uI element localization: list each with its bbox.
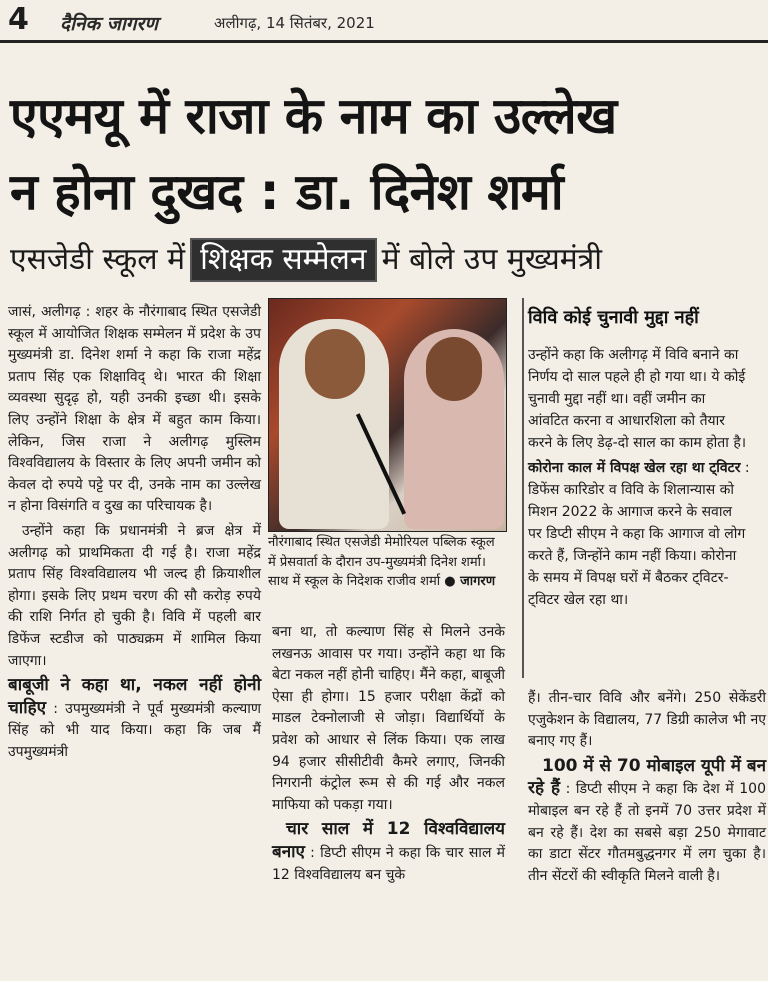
article-column-3	[528, 688, 766, 890]
sidebar-heading: विवि कोई चुनावी मुद्दा नहीं	[528, 307, 699, 328]
column-1-crosshead: बाबूजी ने कहा था, नकल नहीं होनी चाहिए	[8, 675, 261, 718]
column-2-paragraph-1: बना था, तो कल्याण सिंह से मिलने उनके लखनऊ आवास पर गया। उन्होंने कहा था कि बेटा नकल नहीं होनी चाहिए। मैंने कहा, बाबूजी ऐसा ही होगा। 15 हजार परीक्षा केंद्रों को माडल टेक्नोलाजी से जोड़ा। विद्यार्थियों के प्रवेश को आधार से लिंक किया। एक लाख 94 हजार सीसीटीवी कैमरे लगाए, जिनकी निगरानी कंट्रोल रूम से की गई और नकल माफिया को पकड़ा गया।	[272, 624, 505, 813]
photo-credit: ● जागरण	[444, 574, 496, 589]
photo-caption	[268, 533, 505, 592]
column-1-paragraph-3: : उपमुख्यमंत्री ने पूर्व मुख्यमंत्री कल्याण सिंह को भी याद किया। कहा कि जब मैं उपमुख्यमंत्री	[8, 700, 261, 760]
article-column-1	[8, 302, 261, 766]
column-1-paragraph-1: जासं, अलीगढ़ : शहर के नौरंगाबाद स्थित एसजेडी स्कूल में आयोजित शिक्षक सम्मेलन में प्रदेश के उप मुख्यमंत्री डा. दिनेश शर्मा ने कहा कि राजा महेंद्र प्रताप सिंह एक शिक्षाविद् थे। भारत की शिक्षा व्यवस्था सुदृढ़ हो, यही उनकी इच्छा थी। इसके लिए उन्होंने शिक्षा के क्षेत्र में बहुत काम किया। लेकिन, जिस राजा ने अलीगढ़ मुस्लिम विश्वविद्यालय के विस्तार के लिए अपनी जमीन को केवल दो रुपये पट्टे पर दी, उनके नाम का उल्लेख न होना विसंगति व दुख का परिचायक है।	[8, 304, 261, 515]
sidebar-paragraph-1: उन्होंने कहा कि अलीगढ़ में विवि बनाने का निर्णय दो साल पहले ही हो गया था। ये कोई चुनावी मुद्दा नहीं था। वहीं जमीन का आंवटित करना व आधारशिला को तैयार करने के लिए डेढ़-दो साल का काम होता है।	[528, 347, 747, 451]
sidebar-body	[528, 344, 750, 614]
photo-person-right	[404, 329, 504, 529]
subheadline-after: में बोले उप मुख्यमंत्री	[381, 242, 603, 277]
dateline: अलीगढ़, 14 सितंबर, 2021	[214, 14, 375, 32]
newspaper-name: दैनिक जागरण	[60, 13, 158, 35]
masthead	[0, 0, 768, 43]
page-number: 4	[8, 2, 29, 37]
column-3-paragraph-2: : डिप्टी सीएम ने कहा कि देश में 100 मोबाइल बन रहे हैं तो इनमें 70 उत्तर प्रदेश में बन रहे हैं। देश का सबसे बड़ा 250 मेगावाट का डाटा सेंटर गौतमबुद्धनगर में लग चुका है। तीन सेंटरों की स्वीकृति मिलने वाली है।	[528, 781, 766, 884]
sidebar-paragraph-2: : डिफेंस कारिडोर व विवि के शिलान्यास को मिशन 2022 के आगाज करने के सवाल पर डिप्टी सीएम ने कहा कि आगाज वो लोग करते हैं, जिन्होंने काम नहीं किया। कोरोना के समय में विपक्ष घरों में बैठकर ट्विटर-ट्विटर खेल रहा था।	[528, 460, 750, 608]
photo-caption-text: नौरंगाबाद स्थित एसजेडी मेमोरियल पब्लिक स्कूल में प्रेसवार्ता के दौरान उप-मुख्यमंत्री दिनेश शर्मा। साथ में स्कूल के निदेशक राजीव शर्मा	[268, 535, 495, 589]
news-photo	[268, 298, 507, 532]
sidebar-crosshead: कोरोना काल में विपक्ष खेल रहा था ट्विटर	[528, 460, 741, 476]
sidebar-divider	[522, 298, 524, 678]
headline-line-2: न होना दुखद : डा. दिनेश शर्मा	[10, 163, 564, 221]
headline	[10, 78, 760, 230]
column-2-paragraph-2: : डिप्टी सीएम ने कहा कि चार साल में 12 विश्वविद्यालय बन चुके	[272, 844, 506, 883]
subheadline	[10, 238, 760, 280]
article-column-2	[272, 622, 505, 889]
subheadline-before: एसजेडी स्कूल में	[10, 242, 186, 277]
column-1-paragraph-2: उन्होंने कहा कि प्रधानमंत्री ने ब्रज क्षेत्र में अलीगढ़ को प्राथमिकता दी गई है। राजा महेंद्र प्रताप सिंह विश्वविद्यालय भी जल्द ही क्रियाशील होगा। इसके लिए प्रथम चरण की सौ करोड़ रुपये की राशि निर्गत हो चुकी है। विवि में पहली बार डिफेंज स्टडीज को पाठ्यक्रम में शामिल किया जाएगा।	[8, 522, 261, 669]
headline-line-1: एएमयू में राजा के नाम का उल्लेख	[10, 87, 617, 145]
photo-person-left	[279, 319, 389, 529]
column-2-crosshead: चार साल में 12 विश्वविद्यालय बनाए	[272, 819, 505, 862]
column-3-paragraph-1: हैं। तीन-चार विवि और बनेंगे। 250 सेकेंडरी एजुकेशन के विद्यालय, 77 डिग्री कालेज भी नए बनाए गए हैं।	[528, 690, 766, 750]
subheadline-boxed: शिक्षक सम्मेलन	[190, 238, 376, 282]
column-3-crosshead: 100 में से 70 मोबाइल यूपी में बन रहे हैं	[528, 755, 767, 799]
